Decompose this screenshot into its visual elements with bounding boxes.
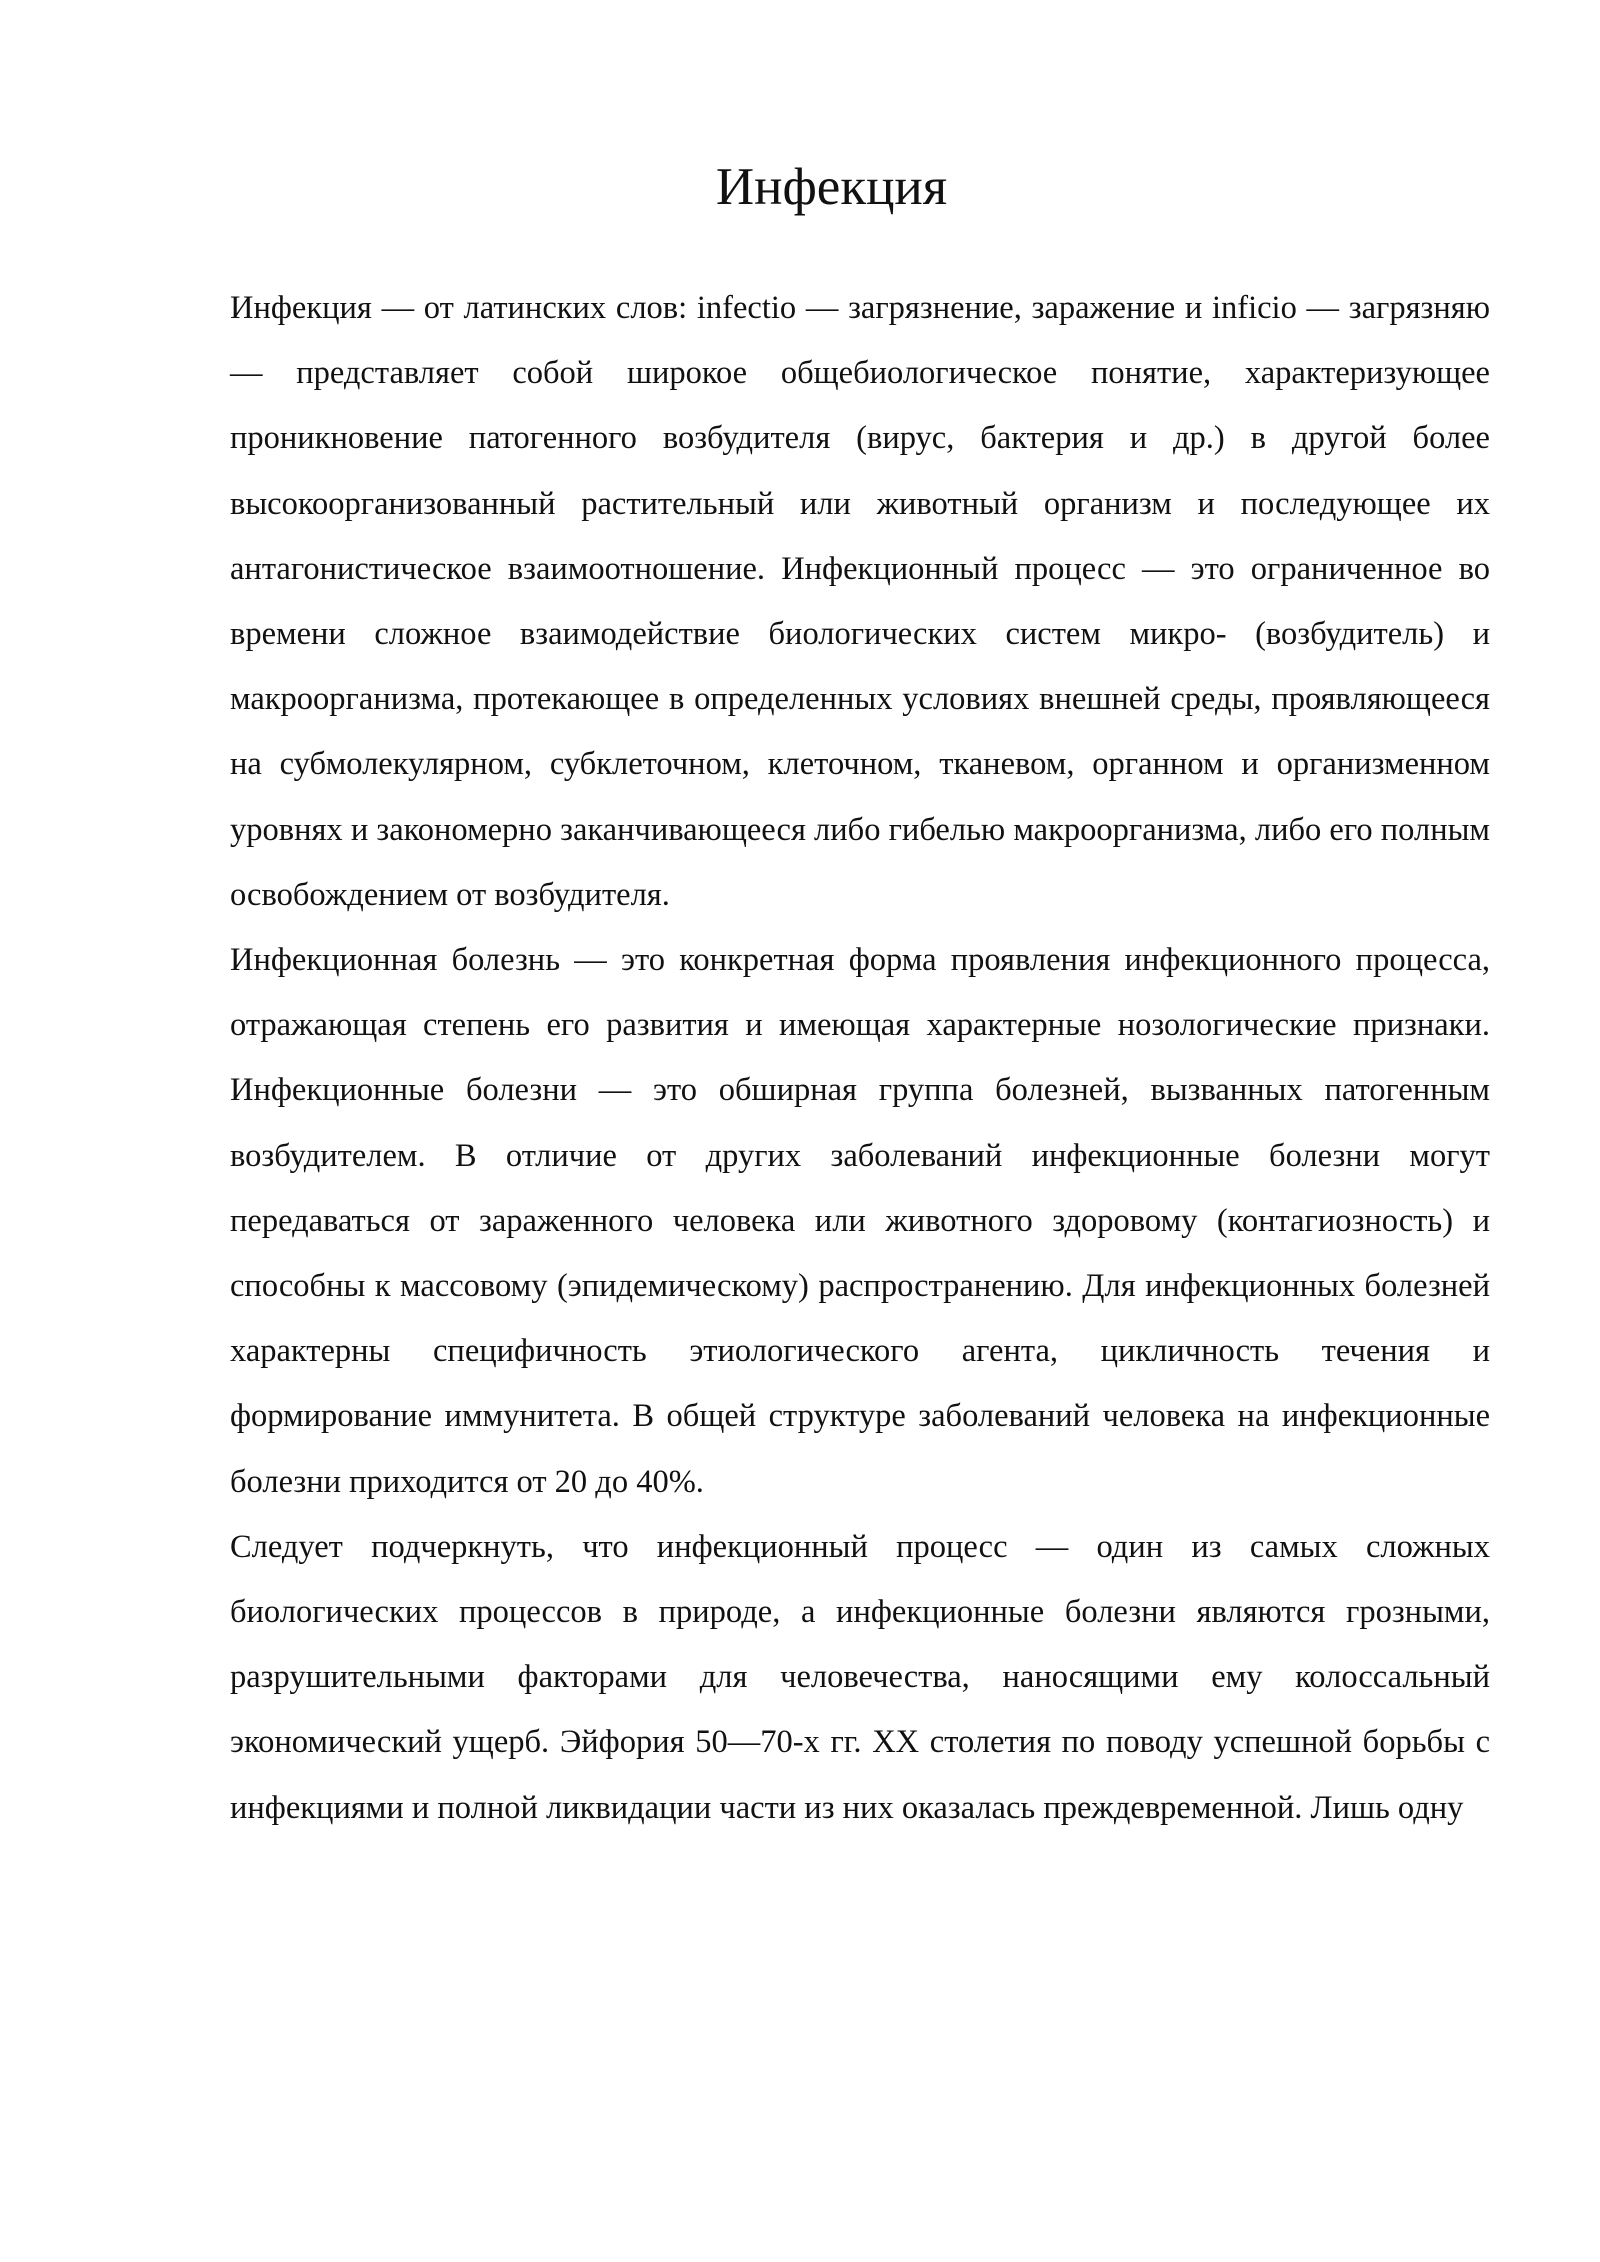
paragraph-definition: Инфекция — от латинских слов: infectio — загрязнение, заражение и inficio — загрязняю — представляет собой широкое общебиологическое понятие, характеризующее проникновение патогенного возбудителя (вирус, бактерия и др.) в другой более высокоорганизованный растительный или животный организм и последующее их антагонистическое взаимоотношение. Инфекционный процесс — это ограниченное во времени сложное взаимодействие биологических систем микро- (возбудитель) и макроорганизма, протекающее в определенных условиях внешней среды, проявляющееся на субмолекулярном, субклеточном, клеточном, тканевом, органном и организменном уровнях и закономерно заканчивающееся либо гибелью макроорганизма, либо его полным освобождением от возбудителя. [230,290,1490,913]
paragraph-significance: Следует подчеркнуть, что инфекционный процесс — один из самых сложных биологических процессов в природе, а инфекционные болезни являются грозными, разрушительными факторами для человечества, наносящими ему колоссальный экономический ущерб. Эйфория 50—70-х гг. XX столетия по поводу успешной борьбы с инфекциями и полной ликвидации части из них оказалась преждевременной. Лишь одну [230,1528,1490,1826]
document-body [230,276,1490,1841]
paragraph-infectious-disease: Инфекционная болезнь — это конкретная форма проявления инфекционного процесса, отражающая степень его развития и имеющая характерные нозологические признаки. Инфекционные болезни — это обширная группа болезней, вызванных патогенным возбудителем. В отличие от других заболеваний инфекционные болезни могут передаваться от зараженного человека или животного здоровому (контагиозность) и способны к массовому (эпидемическому) распространению. Для инфекционных болезней характерны специфичность этиологического агента, цикличность течения и формирование иммунитета. В общей структуре заболеваний человека на инфекционные болезни приходится от 20 до 40%. [230,942,1490,1500]
page-title: Инфекция [715,158,948,216]
